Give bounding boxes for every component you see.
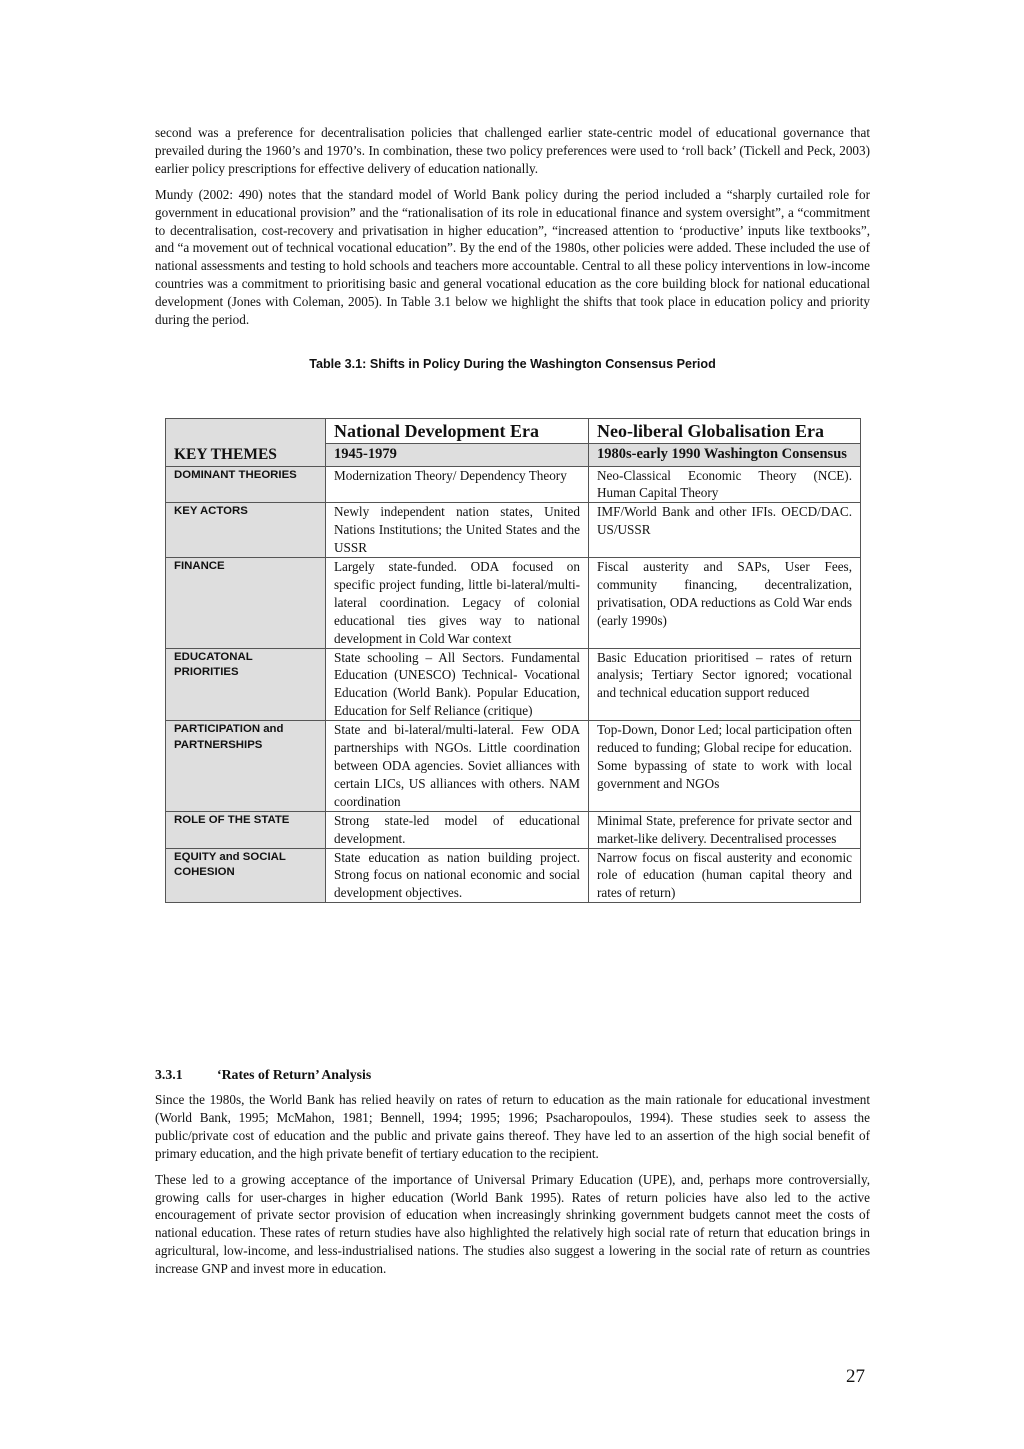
neoliberal-cell: Fiscal austerity and SAPs, User Fees, community financing, decentralization, privatisation, ODA reductions as Cold War ends (early 1990s)	[589, 558, 861, 649]
period-neoliberal: 1980s-early 1990 Washington Consensus	[589, 444, 861, 467]
section-paragraph: These led to a growing acceptance of the importance of Universal Primary Education (UPE), and, perhaps more controversially, growing calls for user-charges in higher education (World Bank 1995). Rates of return policies have also led to the active encouragement of private sector provision of education when increasingly shrinking government budgets cannot meet the costs of national education. These rates of return studies have also highlighted the relatively high social rate of return that education brings in agricultural, low-income, and less-industrialised nations. The studies also suggest a lowering in the social rate of return as countries increase GNP and invest more in education.	[155, 1171, 870, 1277]
table-row	[166, 811, 861, 848]
intro-paragraph: second was a preference for decentralisation policies that challenged earlier state-centric model of educational governance that prevailed during the 1960’s and 1970’s. In combination, these two policy preferences were used to ‘roll back’ (Tickell and Peck, 2003) earlier policy prescriptions for effective delivery of education nationally.	[155, 125, 870, 176]
table-row	[166, 721, 861, 812]
table-era-header-row	[166, 419, 861, 444]
national-cell: State schooling – All Sectors. Fundamental Education (UNESCO) Technical- Vocational Education (World Bank). Popular Education, Education for Self Reliance (critique)	[326, 648, 589, 721]
theme-cell: DOMINANT THEORIES	[166, 466, 326, 503]
table-corner-cell	[166, 419, 326, 444]
national-cell: Strong state-led model of educational development.	[326, 811, 589, 848]
section-number: 3.3.1	[155, 1067, 183, 1082]
section-paragraph: Since the 1980s, the World Bank has relied heavily on rates of return to education as the main rationale for educational investment (World Bank, 1995; McMahon, 1981; Bennell, 1994; 1995; 1996; Psacharopoulos, 1994). These studies seek to assess the public/private cost of education and the public and private gains thereof. They have led to an assertion of the high social benefit of primary education, and the high private benefit of tertiary education to the recipient.	[155, 1092, 870, 1161]
section-heading	[155, 1067, 870, 1083]
national-cell: Newly independent nation states, United Nations Institutions; the United States and the USSR	[326, 503, 589, 558]
neoliberal-cell: Narrow focus on fiscal austerity and economic role of education (human capital theory and rates of return)	[589, 848, 861, 903]
section-title: ‘Rates of Return’ Analysis	[217, 1067, 372, 1082]
theme-cell: PARTICIPATION and PARTNERSHIPS	[166, 721, 326, 812]
section-3-3-1	[155, 1067, 870, 1286]
theme-cell: KEY ACTORS	[166, 503, 326, 558]
theme-cell: FINANCE	[166, 558, 326, 649]
national-cell: Modernization Theory/ Dependency Theory	[326, 466, 589, 503]
key-themes-header: KEY THEMES	[166, 444, 326, 467]
neoliberal-cell: Neo-Classical Economic Theory (NCE). Human Capital Theory	[589, 466, 861, 503]
period-national: 1945-1979	[326, 444, 589, 467]
national-cell: Largely state-funded. ODA focused on specific project funding, little bi-lateral/multi-lateral coordination. Legacy of colonial educational ties gives way to national development in Cold War context	[326, 558, 589, 649]
theme-cell: EDUCATONAL PRIORITIES	[166, 648, 326, 721]
neoliberal-cell: Basic Education prioritised – rates of return analysis; Tertiary Sector ignored; vocational and technical education support reduced	[589, 648, 861, 721]
intro-paragraph: Mundy (2002: 490) notes that the standard model of World Bank policy during the period included a “sharply curtailed role for government in educational provision” and the “rationalisation of its role in educational finance and system oversight”, a “commitment to decentralisation, cost-recovery and privatisation in higher education”, “increased attention to ‘productive’ inputs like textbooks”, and “a movement out of technical vocational education”. By the end of the 1980s, other policies were added. These included the use of national assessments and testing to hold schools and teachers more accountable. Central to all these policy interventions in low-income countries was a commitment to prioritising basic and general vocational education as the core building block for national educational development (Jones with Coleman, 2005). In Table 3.1 below we highlight the shifts that took place in education policy and priority during the period.	[155, 186, 870, 328]
neoliberal-cell: Minimal State, preference for private sector and market-like delivery. Decentralised processes	[589, 811, 861, 848]
national-cell: State education as nation building project. Strong focus on national economic and social development objectives.	[326, 848, 589, 903]
policy-shifts-table	[165, 418, 861, 903]
table-row	[166, 503, 861, 558]
theme-cell: EQUITY and SOCIAL COHESION	[166, 848, 326, 903]
table-period-row	[166, 444, 861, 467]
table-row	[166, 466, 861, 503]
national-cell: State and bi-lateral/multi-lateral. Few ODA partnerships with NGOs. Little coordination between ODA agencies. Soviet alliances with certain LICs, US alliances with others. NAM coordination	[326, 721, 589, 812]
era-header-national: National Development Era	[326, 419, 589, 444]
table-row	[166, 848, 861, 903]
theme-cell: ROLE OF THE STATE	[166, 811, 326, 848]
table-caption: Table 3.1: Shifts in Policy During the Washington Consensus Period	[309, 356, 716, 371]
neoliberal-cell: IMF/World Bank and other IFIs. OECD/DAC. US/USSR	[589, 503, 861, 558]
document-page	[155, 124, 870, 1277]
page-number: 27	[846, 1366, 865, 1387]
table-row	[166, 648, 861, 721]
table-row	[166, 558, 861, 649]
era-header-neoliberal: Neo-liberal Globalisation Era	[589, 419, 861, 444]
neoliberal-cell: Top-Down, Donor Led; local participation often reduced to funding; Global recipe for education. Some bypassing of state to work with local government and NGOs	[589, 721, 861, 812]
